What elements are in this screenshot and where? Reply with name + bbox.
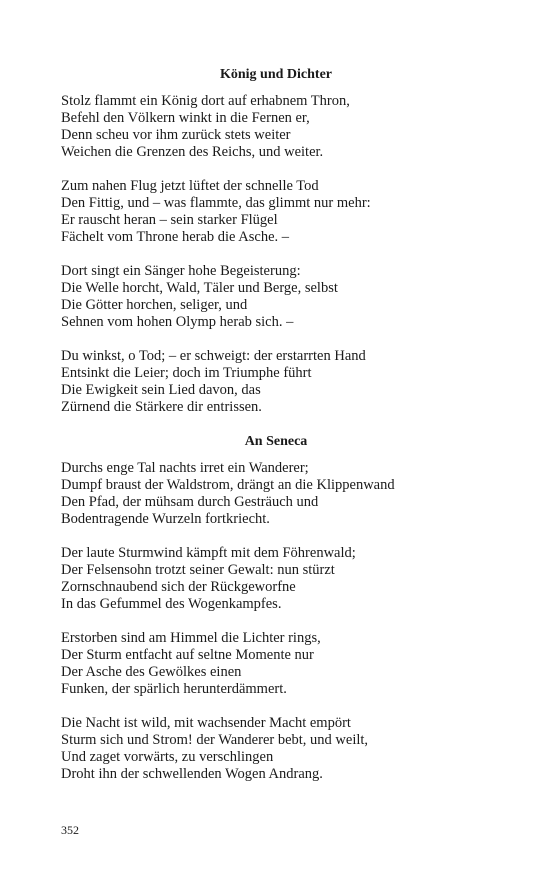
verse-line: Durchs enge Tal nachts irret ein Wanderer; — [61, 460, 309, 476]
verse-line: Sturm sich und Strom! der Wanderer bebt, und weilt, — [61, 732, 369, 748]
verse-line: Den Fittig, und – was flammte, das glimmt nur mehr: — [61, 195, 371, 211]
verse-line: Die Welle horcht, Wald, Täler und Berge, selbst — [61, 280, 338, 296]
verse-line: Droht ihn der schwellenden Wogen Andrang. — [61, 766, 323, 782]
verse-line: Den Pfad, der mühsam durch Gesträuch und — [61, 494, 319, 510]
page-body — [61, 66, 491, 800]
verse-line: Zürnend die Stärkere dir entrissen. — [61, 399, 262, 415]
verse-line: Die Nacht ist wild, mit wachsender Macht empört — [61, 715, 351, 731]
verse-line: Bodentragende Wurzeln fortkriecht. — [61, 511, 270, 527]
stanza — [61, 545, 491, 613]
verse-line: Zum nahen Flug jetzt lüftet der schnelle Tod — [61, 178, 319, 194]
verse-line: Sehnen vom hohen Olymp herab sich. – — [61, 314, 294, 330]
stanza — [61, 93, 491, 161]
verse-line: Dumpf braust der Waldstrom, drängt an die Klippenwand — [61, 477, 395, 493]
poem-an-seneca — [61, 433, 491, 783]
stanza — [61, 348, 491, 416]
stanza — [61, 715, 491, 783]
verse-line: Der Asche des Gewölkes einen — [61, 664, 242, 680]
verse-line: Erstorben sind am Himmel die Lichter rings, — [61, 630, 321, 646]
page-number: 352 — [61, 823, 79, 837]
stanza — [61, 263, 491, 331]
verse-line: Und zaget vorwärts, zu verschlingen — [61, 749, 274, 765]
poem-title: König und Dichter — [219, 67, 332, 82]
verse-line: Der Sturm entfacht auf seltne Momente nur — [61, 647, 314, 663]
verse-line: Er rauscht heran – sein starker Flügel — [61, 212, 278, 228]
verse-line: Stolz flammt ein König dort auf erhabnem Thron, — [61, 93, 350, 109]
stanza — [61, 460, 491, 528]
verse-line: Dort singt ein Sänger hohe Begeisterung: — [61, 263, 301, 279]
poem-koenig-und-dichter — [61, 66, 491, 416]
verse-line: Befehl den Völkern winkt in die Fernen er, — [61, 110, 310, 126]
verse-line: Die Ewigkeit sein Lied davon, das — [61, 382, 261, 398]
stanza — [61, 630, 491, 698]
verse-line: Funken, der spärlich herunterdämmert. — [61, 681, 287, 697]
poem-title: An Seneca — [244, 434, 308, 449]
verse-line: Zornschnaubend sich der Rückgeworfne — [61, 579, 296, 595]
verse-line: Der Felsensohn trotzt seiner Gewalt: nun stürzt — [61, 562, 335, 578]
verse-line: In das Gefummel des Wogenkampfes. — [61, 596, 282, 612]
stanza — [61, 178, 491, 246]
verse-line: Denn scheu vor ihm zurück stets weiter — [61, 127, 291, 143]
verse-line: Die Götter horchen, seliger, und — [61, 297, 248, 313]
verse-line: Weichen die Grenzen des Reichs, und weiter. — [61, 144, 324, 160]
verse-line: Der laute Sturmwind kämpft mit dem Föhrenwald; — [61, 545, 356, 561]
verse-line: Entsinkt die Leier; doch im Triumphe führt — [61, 365, 312, 381]
verse-line: Fächelt vom Throne herab die Asche. – — [61, 229, 290, 245]
verse-line: Du winkst, o Tod; – er schweigt: der erstarrten Hand — [61, 348, 366, 364]
